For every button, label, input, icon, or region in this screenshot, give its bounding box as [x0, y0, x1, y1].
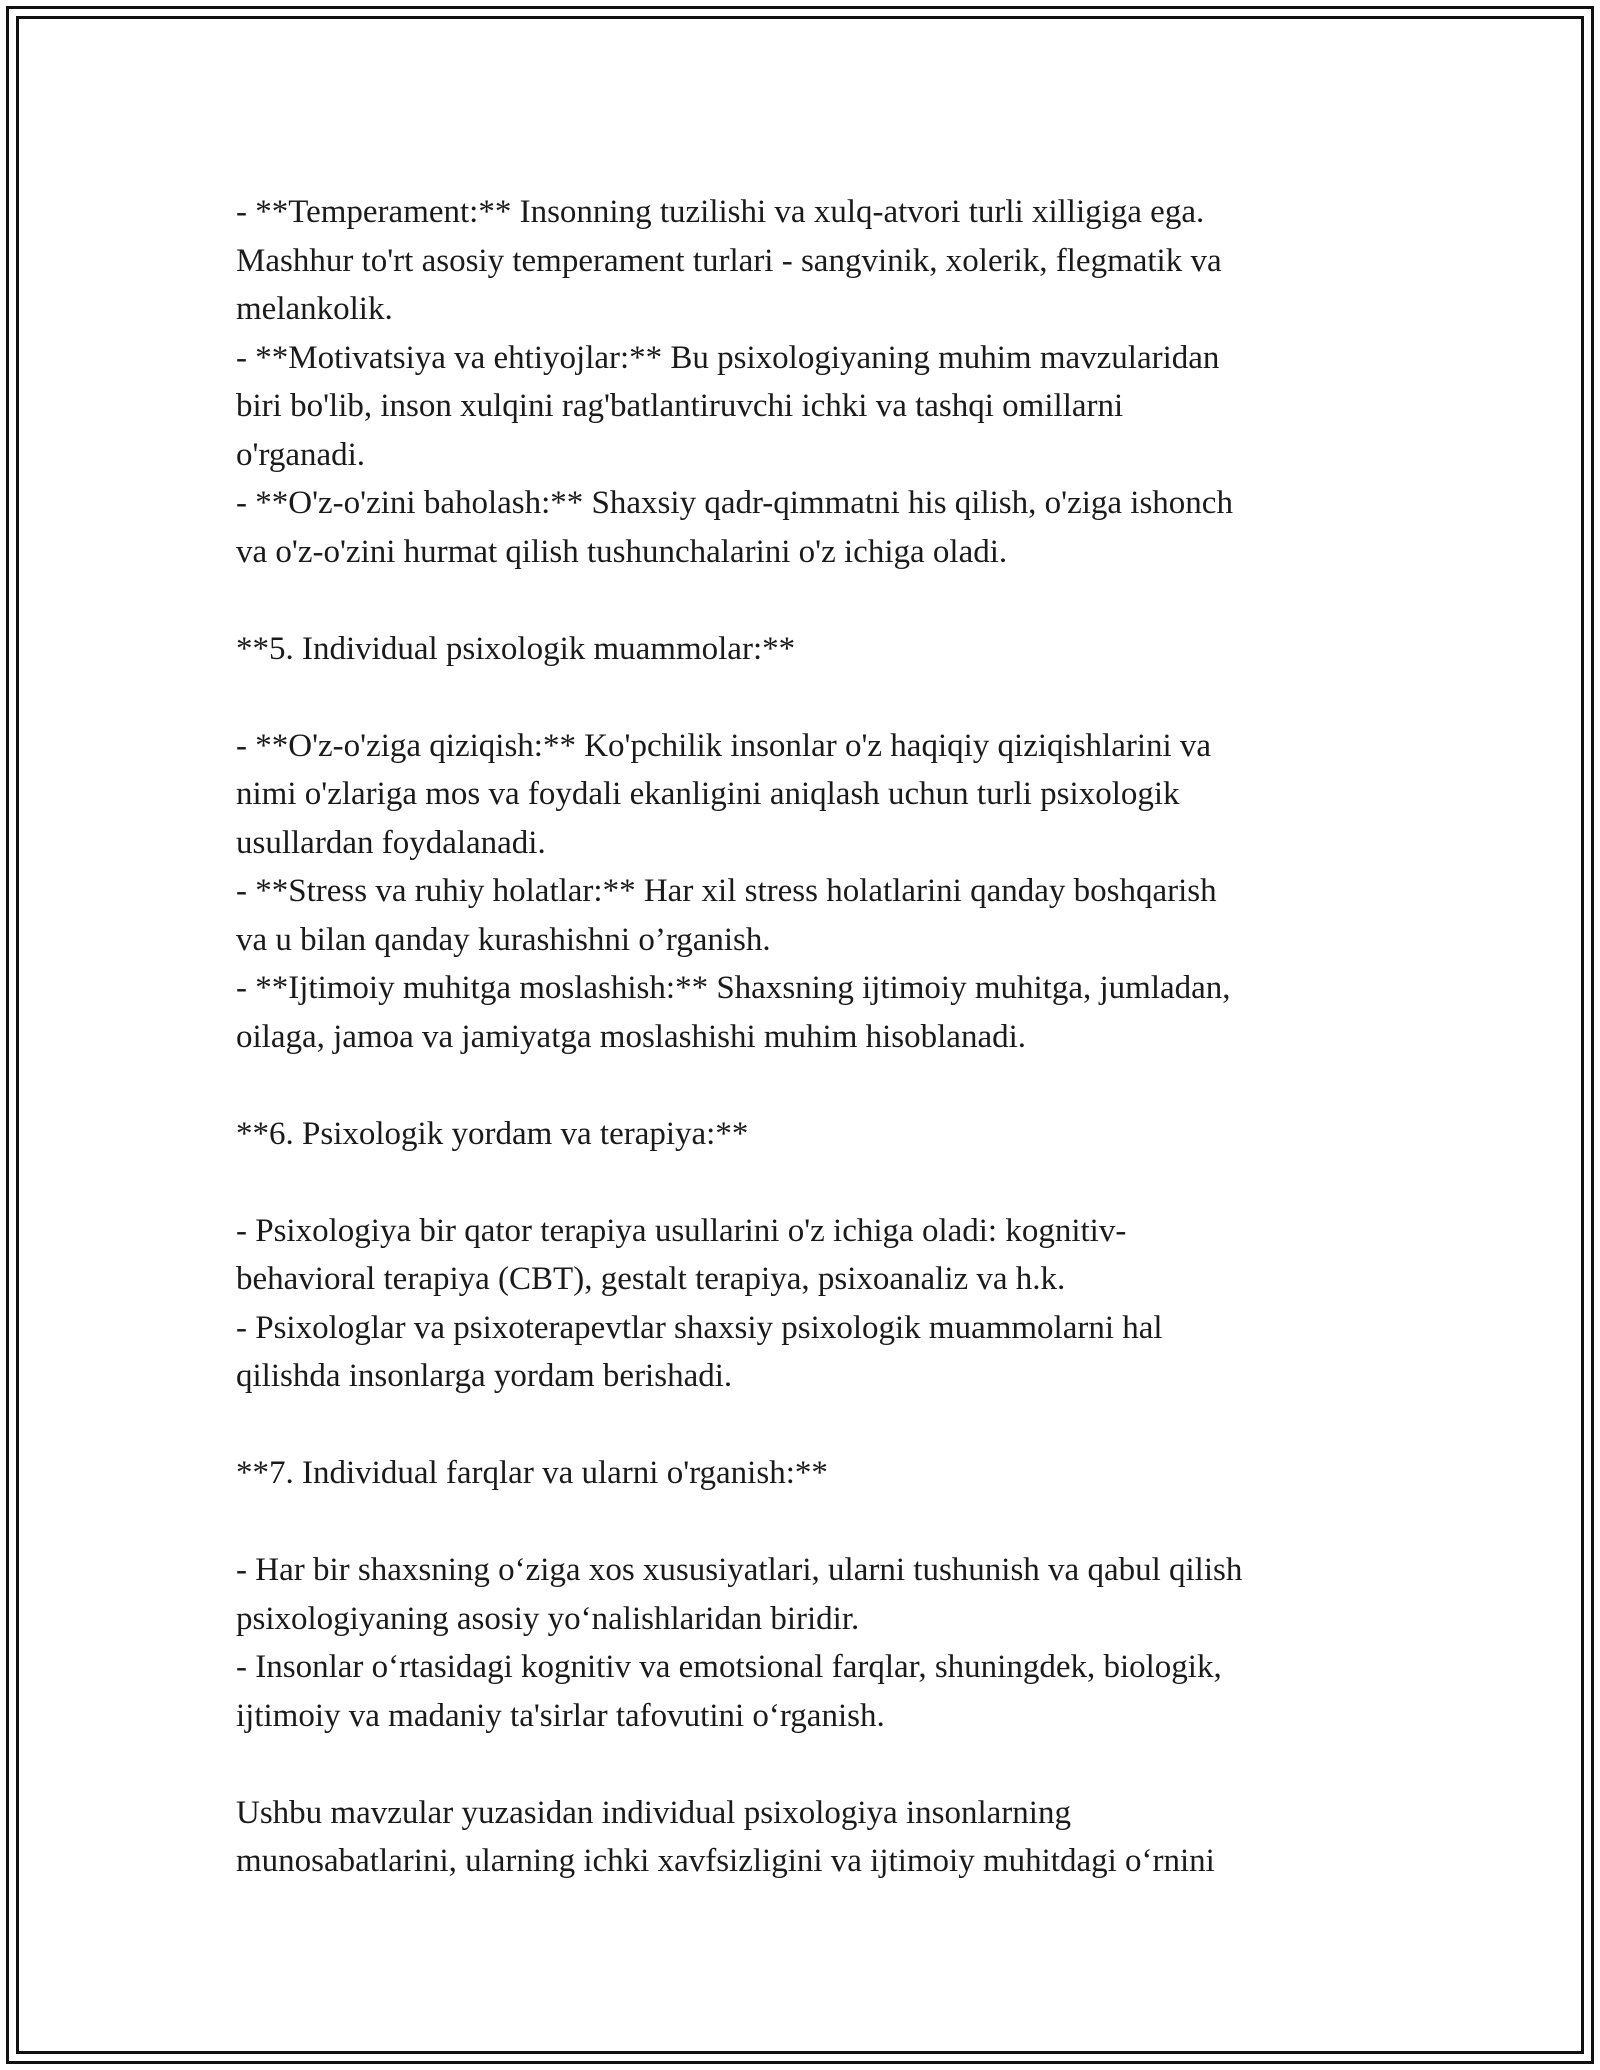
blank-line [236, 1061, 1376, 1110]
text-line: nimi o'zlariga mos va foydali ekanligini aniqlash uchun turli psixologik [236, 776, 1180, 812]
text-line: munosabatlarini, ularning ichki xavfsizligini va ijtimoiy muhitdagi o‘rnini [236, 1843, 1215, 1879]
text-line: qilishda insonlarga yordam berishadi. [236, 1358, 733, 1394]
bullet-line: - Psixologiya bir qator terapiya usullarini o'z ichiga oladi: kognitiv- [236, 1212, 1127, 1249]
text-line: usullardan foydalanadi. [236, 824, 546, 861]
text-line: va u bilan qanday kurashishni o’rganish. [236, 921, 771, 958]
section-heading: **7. Individual farqlar va ularni o'rganish:** [236, 1455, 828, 1491]
blank-line [236, 1498, 1376, 1547]
text-line: psixologiyaning asosiy yo‘nalishlaridan biridir. [236, 1600, 860, 1637]
section-heading: **5. Individual psixologik muammolar:** [236, 630, 796, 667]
blank-line [236, 673, 1376, 722]
bullet-line: - **O'z-o'zini baholash:** Shaxsiy qadr-qimmatni his qilish, o'ziga ishonch [236, 485, 1233, 521]
text-line: oilaga, jamoa va jamiyatga moslashishi muhim hisoblanadi. [236, 1018, 1027, 1055]
document-body [236, 188, 1376, 1886]
text-line: o'rganadi. [236, 436, 366, 473]
text-line: Ushbu mavzular yuzasidan individual psixologiya insonlarning [236, 1794, 1071, 1831]
text-line: va o'z-o'zini hurmat qilish tushunchalarini o'z ichiga oladi. [236, 533, 1008, 570]
text-line: Mashhur to'rt asosiy temperament turlari - sangvinik, xolerik, flegmatik va [236, 242, 1222, 279]
bullet-line: - **O'z-o'ziga qiziqish:** Ko'pchilik insonlar o'z haqiqiy qiziqishlarini va [236, 727, 1212, 764]
bullet-line: - **Temperament:** Insonning tuzilishi va xulq-atvori turli xilligiga ega. [236, 194, 1205, 230]
text-line: biri bo'lib, inson xulqini rag'batlantiruvchi ichki va tashqi omillarni [236, 388, 1124, 424]
bullet-line: - Insonlar o‘rtasidagi kognitiv va emotsional farqlar, shuningdek, biologik, [236, 1649, 1222, 1685]
bullet-line: - **Stress va ruhiy holatlar:** Har xil stress holatlarini qanday boshqarish [236, 873, 1217, 909]
text-line: behavioral terapiya (CBT), gestalt terapiya, psixoanaliz va h.k. [236, 1261, 1066, 1297]
text-line: ijtimoiy va madaniy ta'sirlar tafovutini o‘rganish. [236, 1697, 885, 1734]
bullet-line: - Har bir shaxsning o‘ziga xos xususiyatlari, ularni tushunish va qabul qilish [236, 1552, 1243, 1588]
blank-line [236, 1740, 1376, 1789]
blank-line [236, 1158, 1376, 1207]
blank-line [236, 576, 1376, 625]
bullet-line: - **Ijtimoiy muhitga moslashish:** Shaxsning ijtimoiy muhitga, jumladan, [236, 970, 1231, 1006]
bullet-line: - **Motivatsiya va ehtiyojlar:** Bu psixologiyaning muhim mavzularidan [236, 339, 1220, 376]
blank-line [236, 1401, 1376, 1450]
bullet-line: - Psixologlar va psixoterapevtlar shaxsiy psixologik muammolarni hal [236, 1309, 1163, 1346]
section-heading: **6. Psixologik yordam va terapiya:** [236, 1115, 749, 1152]
text-line: melankolik. [236, 291, 393, 327]
